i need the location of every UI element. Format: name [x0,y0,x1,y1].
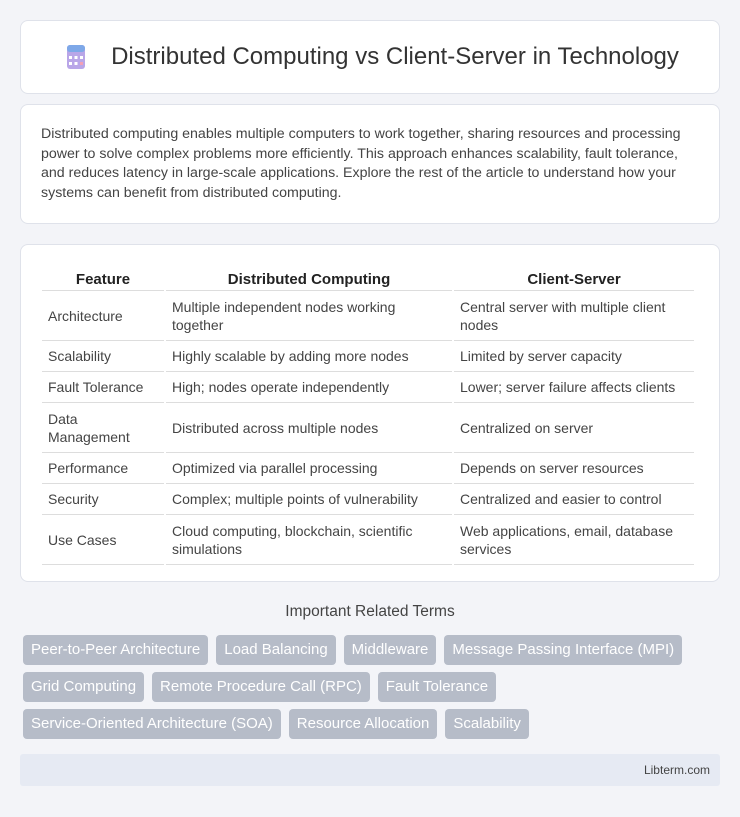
table-cell: Optimized via parallel processing [166,453,452,484]
table-cell: Centralized and easier to control [454,484,694,515]
table-cell: Performance [42,453,164,484]
table-cell: Distributed across multiple nodes [166,403,452,453]
column-header-client-server: Client-Server [454,265,694,291]
term-tag[interactable]: Message Passing Interface (MPI) [444,635,682,665]
calculator-icon [61,42,91,72]
column-header-distributed: Distributed Computing [166,265,452,291]
footer-brand-link[interactable]: Libterm.com [643,763,710,777]
term-tag[interactable]: Grid Computing [23,672,144,702]
comparison-table [40,265,696,565]
table-cell: Highly scalable by adding more nodes [166,341,452,372]
table-cell: Cloud computing, blockchain, scientific simulations [166,515,452,565]
table-cell: Web applications, email, database services [454,515,694,565]
table-cell: Limited by server capacity [454,341,694,372]
table-cell: Scalability [42,341,164,372]
table-row [42,341,694,372]
term-tag[interactable]: Middleware [344,635,437,665]
table-cell: Architecture [42,291,164,341]
page-title: Distributed Computing vs Client-Server in Technology [111,43,679,70]
table-row [42,291,694,341]
header-card [20,20,720,94]
related-terms-list [23,635,723,746]
table-row [42,372,694,403]
table-cell: Security [42,484,164,515]
term-tag[interactable]: Resource Allocation [289,709,438,739]
table-row [42,453,694,484]
table-cell: Central server with multiple client nodes [454,291,694,341]
intro-text: Distributed computing enables multiple computers to work together, sharing resources and processing power to solve complex problems more efficiently. This approach enhances scalability, fault tolerance, and reduces latency in large-scale applications. Explore the rest of the article to understand how your systems can benefit from distributed computing. [41,126,681,201]
table-row [42,515,694,565]
related-terms-title: Important Related Terms [285,603,455,620]
table-cell: Fault Tolerance [42,372,164,403]
term-tag[interactable]: Remote Procedure Call (RPC) [152,672,370,702]
column-header-feature: Feature [42,265,164,291]
table-cell: Lower; server failure affects clients [454,372,694,403]
table-cell: Depends on server resources [454,453,694,484]
comparison-table-card [20,244,720,582]
intro-card [20,104,720,224]
table-cell: Use Cases [42,515,164,565]
table-row [42,484,694,515]
table-cell: Centralized on server [454,403,694,453]
term-tag[interactable]: Load Balancing [216,635,335,665]
table-cell: Data Management [42,403,164,453]
table-cell: Complex; multiple points of vulnerability [166,484,452,515]
table-cell: Multiple independent nodes working together [166,291,452,341]
term-tag[interactable]: Scalability [445,709,529,739]
term-tag[interactable]: Service-Oriented Architecture (SOA) [23,709,281,739]
table-cell: High; nodes operate independently [166,372,452,403]
table-row [42,403,694,453]
term-tag[interactable]: Peer-to-Peer Architecture [23,635,208,665]
term-tag[interactable]: Fault Tolerance [378,672,496,702]
footer [20,754,720,786]
